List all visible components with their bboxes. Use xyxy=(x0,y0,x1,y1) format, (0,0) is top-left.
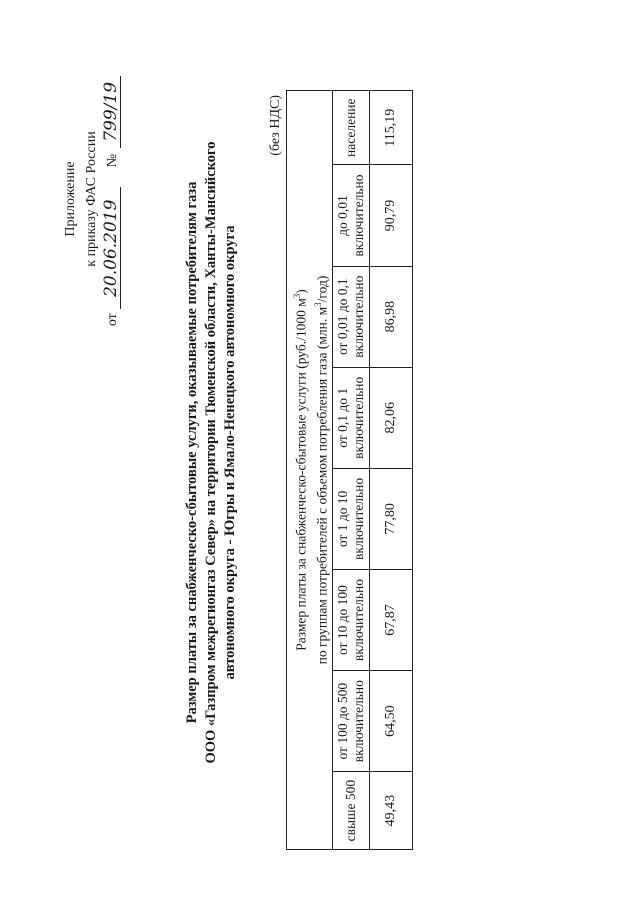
value-cell: 64,50 xyxy=(370,671,413,772)
order-number-handwritten: 799/19 xyxy=(102,76,121,148)
column-header-line2: включительно xyxy=(351,680,366,763)
column-header xyxy=(333,671,370,772)
header-main-line xyxy=(289,94,310,846)
column-header-line2: включительно xyxy=(351,174,366,257)
title-line-3: автономного округа - Югры и Ямало-Ненецкого автономного округа xyxy=(222,225,238,680)
column-header-line2: включительно xyxy=(351,376,366,459)
column-header-line1: от 100 до 500 xyxy=(335,682,350,760)
column-header xyxy=(333,569,370,670)
order-date-number-line xyxy=(102,34,123,364)
column-header-line1: население xyxy=(343,98,358,158)
document-title xyxy=(183,40,240,865)
date-prefix: от xyxy=(105,313,120,327)
header-main-text: Размер платы за снабженческо-сбытовые услуги (руб./1000 м xyxy=(293,298,309,651)
column-header xyxy=(333,266,370,367)
value-cell: 49,43 xyxy=(370,772,413,850)
table-row xyxy=(370,91,413,850)
column-header-line1: свыше 500 xyxy=(343,779,358,842)
header-main-sup: 3 xyxy=(292,293,302,299)
column-header xyxy=(333,165,370,266)
appendix-label: Приложение xyxy=(63,161,78,237)
title-line-1: Размер платы за снабженческо-сбытовые услуги, оказываемые потребителям газа xyxy=(184,181,200,724)
appendix-block xyxy=(60,34,123,364)
number-prefix: № xyxy=(105,153,120,168)
column-header-line1: от 0,01 до 0,1 xyxy=(335,278,350,356)
column-header-line2: включительно xyxy=(351,477,366,560)
value-cell: 86,98 xyxy=(370,266,413,367)
header-main-end: ) xyxy=(293,289,309,294)
column-header-line1: от 0,1 до 1 xyxy=(335,387,350,448)
column-header xyxy=(333,468,370,569)
value-cell: 115,19 xyxy=(370,91,413,165)
header-sub-text: по группам потребителей с объемом потребления газа (млн. м xyxy=(314,306,329,665)
column-header-line2: включительно xyxy=(351,275,366,358)
table-header-main xyxy=(287,91,333,850)
column-header xyxy=(333,367,370,468)
order-reference: к приказу ФАС России xyxy=(84,131,99,267)
column-header-line1: от 10 до 100 xyxy=(335,585,350,656)
header-sub-line xyxy=(310,94,331,846)
column-header xyxy=(333,91,370,165)
value-cell: 90,79 xyxy=(370,165,413,266)
order-date-handwritten: 20.06.2019 xyxy=(102,187,121,309)
column-header-line2: включительно xyxy=(351,579,366,662)
value-cell: 67,87 xyxy=(370,569,413,670)
vat-note: (без НДС) xyxy=(268,95,283,156)
column-header xyxy=(333,772,370,850)
header-sub-end: /год) xyxy=(314,275,329,303)
value-cell: 77,80 xyxy=(370,468,413,569)
column-header-line1: до 0,01 xyxy=(335,195,350,236)
title-line-2: ООО «Газпром межрегионгаз Север» на территории Тюменской области, Ханты-Мансийского xyxy=(203,141,219,764)
value-cell: 82,06 xyxy=(370,367,413,468)
header-sub-sup: 3 xyxy=(312,302,323,307)
column-header-line1: от 1 до 10 xyxy=(335,490,350,548)
column-headers-row xyxy=(333,91,370,850)
tariff-table xyxy=(286,90,413,850)
